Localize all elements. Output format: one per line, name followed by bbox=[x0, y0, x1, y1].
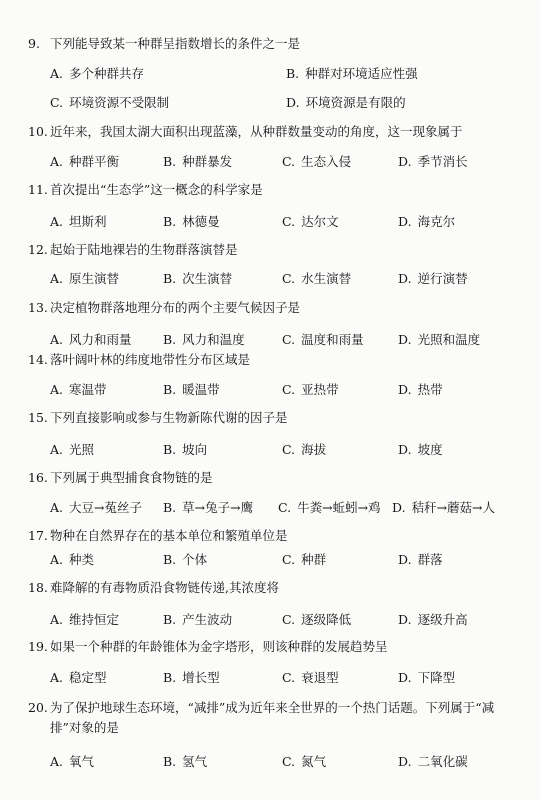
option-c[interactable]: C. 环境资源不受限制 bbox=[50, 95, 170, 110]
question-13 bbox=[28, 298, 518, 317]
option-a[interactable]: A. 多个种群共存 bbox=[50, 66, 145, 81]
option-c[interactable]: C. 氮气 bbox=[282, 754, 327, 769]
option-b[interactable]: B. 风力和温度 bbox=[163, 332, 245, 347]
option-b[interactable]: B. 个体 bbox=[163, 552, 208, 567]
question-number: 18. bbox=[28, 580, 48, 595]
question-stem: 难降解的有毒物质沿食物链传递,其浓度将 bbox=[50, 580, 279, 595]
question-11 bbox=[28, 180, 518, 199]
question-number: 11. bbox=[28, 182, 48, 197]
options-row bbox=[50, 550, 518, 569]
option-b[interactable]: B. 林德曼 bbox=[163, 214, 220, 229]
option-b[interactable]: B. 增长型 bbox=[163, 670, 220, 685]
question-stem-line2: 排”对象的是 bbox=[50, 720, 119, 735]
question-stem: 决定植物群落地理分布的两个主要气候因子是 bbox=[50, 300, 301, 315]
option-b[interactable]: B. 种群对环境适应性强 bbox=[286, 66, 418, 81]
question-19 bbox=[28, 637, 518, 656]
option-b[interactable]: B. 坡向 bbox=[163, 442, 208, 457]
options-row bbox=[50, 668, 518, 687]
option-d[interactable]: D. 坡度 bbox=[398, 442, 443, 457]
question-14 bbox=[28, 350, 518, 369]
option-c[interactable]: C. 温度和雨量 bbox=[282, 332, 364, 347]
question-17 bbox=[28, 526, 518, 545]
question-18 bbox=[28, 578, 518, 597]
options-row bbox=[50, 498, 518, 517]
option-a[interactable]: A. 大豆→菟丝子 bbox=[50, 500, 142, 515]
question-number: 9. bbox=[28, 36, 40, 51]
option-d[interactable]: D. 环境资源是有限的 bbox=[286, 95, 406, 110]
option-d[interactable]: D. 热带 bbox=[398, 382, 443, 397]
option-c[interactable]: C. 衰退型 bbox=[282, 670, 339, 685]
question-stem: 下列直接影响或参与生物新陈代谢的因子是 bbox=[50, 410, 288, 425]
option-a[interactable]: A. 光照 bbox=[50, 442, 95, 457]
options-row bbox=[50, 610, 518, 629]
option-c[interactable]: C. 达尔文 bbox=[282, 214, 339, 229]
options-row bbox=[50, 380, 518, 399]
option-d[interactable]: D. 群落 bbox=[398, 552, 443, 567]
question-stem: 起始于陆地裸岩的生物群落演替是 bbox=[50, 242, 238, 257]
question-stem: 物种在自然界存在的基本单位和繁殖单位是 bbox=[50, 528, 288, 543]
option-b[interactable]: B. 种群暴发 bbox=[163, 154, 233, 169]
question-10 bbox=[28, 122, 518, 141]
option-d[interactable]: D. 逐级升高 bbox=[398, 612, 468, 627]
question-number: 19. bbox=[28, 639, 48, 654]
option-b[interactable]: B. 次生演替 bbox=[163, 271, 233, 286]
options-row bbox=[50, 64, 518, 83]
question-stem: 首次提出“生态学”这一概念的科学家是 bbox=[50, 182, 263, 197]
option-c[interactable]: C. 水生演替 bbox=[282, 271, 352, 286]
option-a[interactable]: A. 坦斯利 bbox=[50, 214, 107, 229]
question-stem: 下列属于典型捕食食物链的是 bbox=[50, 470, 213, 485]
options-row bbox=[50, 93, 518, 112]
option-d[interactable]: D. 逆行演替 bbox=[398, 271, 468, 286]
option-c[interactable]: C. 逐级降低 bbox=[282, 612, 352, 627]
option-b[interactable]: B. 产生波动 bbox=[163, 612, 233, 627]
question-20-stem-continued bbox=[28, 718, 518, 737]
option-b[interactable]: B. 草→兔子→鹰 bbox=[163, 500, 254, 515]
option-a[interactable]: A. 维持恒定 bbox=[50, 612, 120, 627]
question-number: 16. bbox=[28, 470, 48, 485]
options-row bbox=[50, 330, 518, 349]
question-stem: 落叶阔叶林的纬度地带性分布区域是 bbox=[50, 352, 251, 367]
option-c[interactable]: C. 牛粪→蚯蚓→鸡 bbox=[278, 500, 381, 515]
options-row bbox=[50, 152, 518, 171]
option-a[interactable]: A. 风力和雨量 bbox=[50, 332, 132, 347]
question-15 bbox=[28, 408, 518, 427]
question-stem: 近年来，我国太湖大面积出现蓝藻，从种群数量变动的角度，这一现象属于 bbox=[50, 124, 463, 139]
option-a[interactable]: A. 原生演替 bbox=[50, 271, 120, 286]
question-number: 12. bbox=[28, 242, 48, 257]
option-b[interactable]: B. 氢气 bbox=[163, 754, 208, 769]
question-12 bbox=[28, 240, 518, 259]
question-20 bbox=[28, 698, 518, 717]
question-number: 15. bbox=[28, 410, 48, 425]
option-d[interactable]: D. 二氧化碳 bbox=[398, 754, 468, 769]
question-number: 10. bbox=[28, 124, 48, 139]
option-c[interactable]: C. 海拔 bbox=[282, 442, 327, 457]
question-16 bbox=[28, 468, 518, 487]
question-9 bbox=[28, 34, 518, 53]
option-d[interactable]: D. 下降型 bbox=[398, 670, 456, 685]
option-c[interactable]: C. 亚热带 bbox=[282, 382, 339, 397]
question-stem: 如果一个种群的年龄锥体为金字塔形，则该种群的发展趋势呈 bbox=[50, 639, 388, 654]
option-d[interactable]: D. 光照和温度 bbox=[398, 332, 481, 347]
options-row bbox=[50, 212, 518, 231]
question-stem: 下列能导致某一种群呈指数增长的条件之一是 bbox=[50, 36, 301, 51]
option-d[interactable]: D. 秸秆→蘑菇→人 bbox=[392, 500, 496, 515]
option-c[interactable]: C. 种群 bbox=[282, 552, 327, 567]
option-d[interactable]: D. 海克尔 bbox=[398, 214, 456, 229]
question-number: 14. bbox=[28, 352, 48, 367]
option-a[interactable]: A. 寒温带 bbox=[50, 382, 107, 397]
question-number: 20. bbox=[28, 700, 48, 715]
option-b[interactable]: B. 暖温带 bbox=[163, 382, 220, 397]
option-d[interactable]: D. 季节消长 bbox=[398, 154, 468, 169]
question-number: 13. bbox=[28, 300, 48, 315]
option-a[interactable]: A. 稳定型 bbox=[50, 670, 107, 685]
option-c[interactable]: C. 生态入侵 bbox=[282, 154, 352, 169]
option-a[interactable]: A. 种类 bbox=[50, 552, 95, 567]
options-row bbox=[50, 752, 518, 771]
question-number: 17. bbox=[28, 528, 48, 543]
options-row bbox=[50, 269, 518, 288]
option-a[interactable]: A. 种群平衡 bbox=[50, 154, 120, 169]
option-a[interactable]: A. 氧气 bbox=[50, 754, 95, 769]
question-stem: 为了保护地球生态环境，“减排”成为近年来全世界的一个热门话题。下列属于“减 bbox=[50, 700, 495, 715]
options-row bbox=[50, 440, 518, 459]
